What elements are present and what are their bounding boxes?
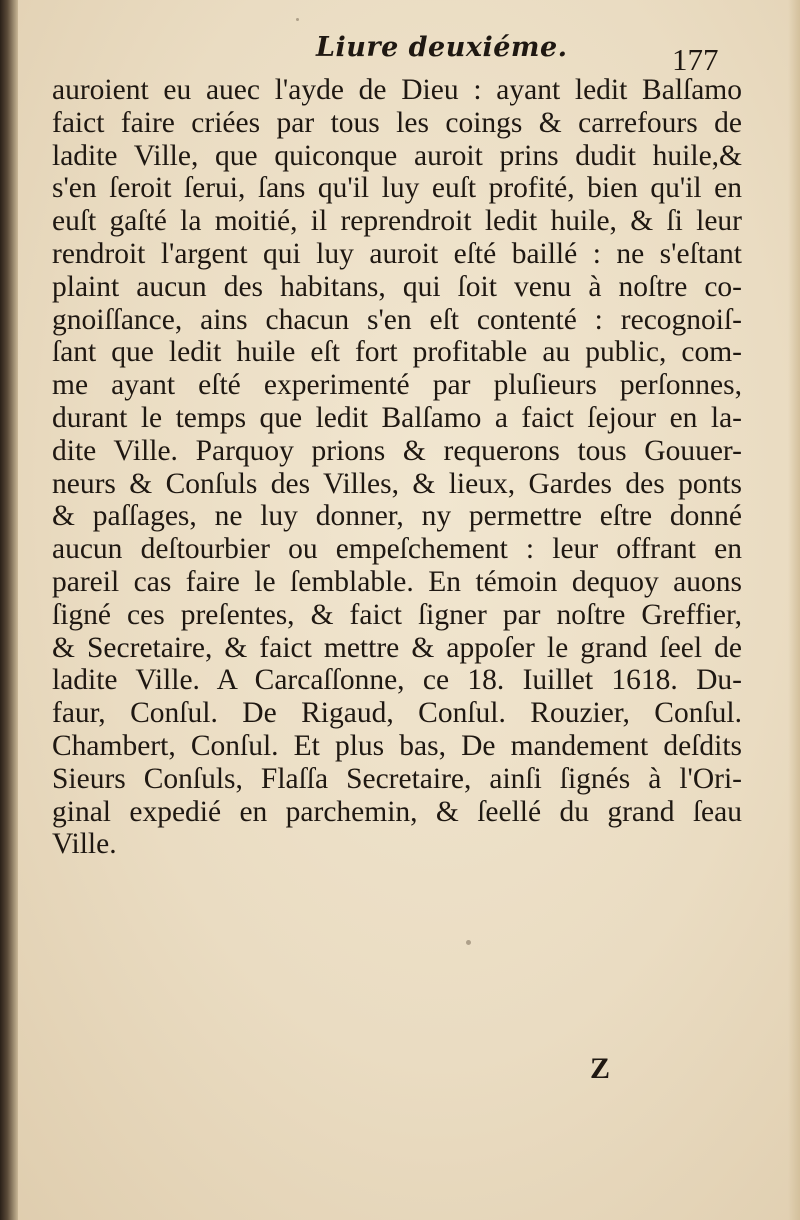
text-line: Chambert, Conſul. Et plus bas, De mandement deſdits <box>52 729 742 762</box>
text-line: durant le temps que ledit Balſamo a faict ſejour en la- <box>52 401 742 434</box>
text-line: neurs & Conſuls des Villes, & lieux, Gardes des ponts <box>52 467 742 500</box>
text-line: plaint aucun des habitans, qui ſoit venu à noſtre co- <box>52 270 742 303</box>
binding-gutter <box>0 0 18 1220</box>
text-line: aucun deſtourbier ou empeſchement : leur offrant en <box>52 533 742 566</box>
text-line: & paſſages, ne luy donner, ny permettre eſtre donné <box>52 500 742 533</box>
text-line: me ayant eſté experimenté par pluſieurs perſonnes, <box>52 369 742 402</box>
running-head <box>0 32 800 77</box>
text-line: ladite Ville. A Carcaſſonne, ce 18. Iuillet 1618. Du- <box>52 664 742 697</box>
text-line: euſt gaſté la moitié, il reprendroit ledit huile, & ſi leur <box>52 205 742 238</box>
text-line: dite Ville. Parquoy prions & requerons tous Gouuer- <box>52 434 742 467</box>
ink-spot <box>296 18 299 21</box>
text-line: & Secretaire, & faict mettre & appoſer le grand ſeel de <box>52 631 742 664</box>
text-line: gnoiſſance, ains chacun s'en eſt contenté : recognoiſ- <box>52 303 742 336</box>
text-line: ſant que ledit huile eſt fort profitable au public, com- <box>52 336 742 369</box>
text-line: faict faire criées par tous les coings & carrefours de <box>52 106 742 139</box>
text-line: ſigné ces preſentes, & faict ſigner par noſtre Greffier, <box>52 598 742 631</box>
page-edge-shadow <box>788 0 800 1220</box>
signature-mark: Z <box>590 1052 611 1085</box>
text-line: pareil cas faire le ſemblable. En témoin dequoy auons <box>52 565 742 598</box>
text-line: s'en ſeroit ſerui, ſans qu'il luy euſt profité, bien qu'il en <box>52 172 742 205</box>
text-line: ladite Ville, que quiconque auroit prins dudit huile,& <box>52 139 742 172</box>
body-text <box>52 74 742 861</box>
text-line: Ville. <box>52 828 117 861</box>
text-line: ginal expedié en parchemin, & ſeellé du grand ſeau <box>52 795 742 828</box>
text-line: rendroit l'argent qui luy auroit eſté baillé : ne s'eſtant <box>52 237 742 270</box>
page-number: 177 <box>672 42 719 77</box>
text-line: faur, Conſul. De Rigaud, Conſul. Rouzier, Conſul. <box>52 697 742 730</box>
text-line: Sieurs Conſuls, Flaſſa Secretaire, ainſi ſignés à l'Ori- <box>52 762 742 795</box>
ink-spot <box>466 940 471 945</box>
text-line: auroient eu auec l'ayde de Dieu : ayant ledit Balſamo <box>52 74 742 106</box>
running-title: Liure deuxiéme. <box>316 32 568 63</box>
